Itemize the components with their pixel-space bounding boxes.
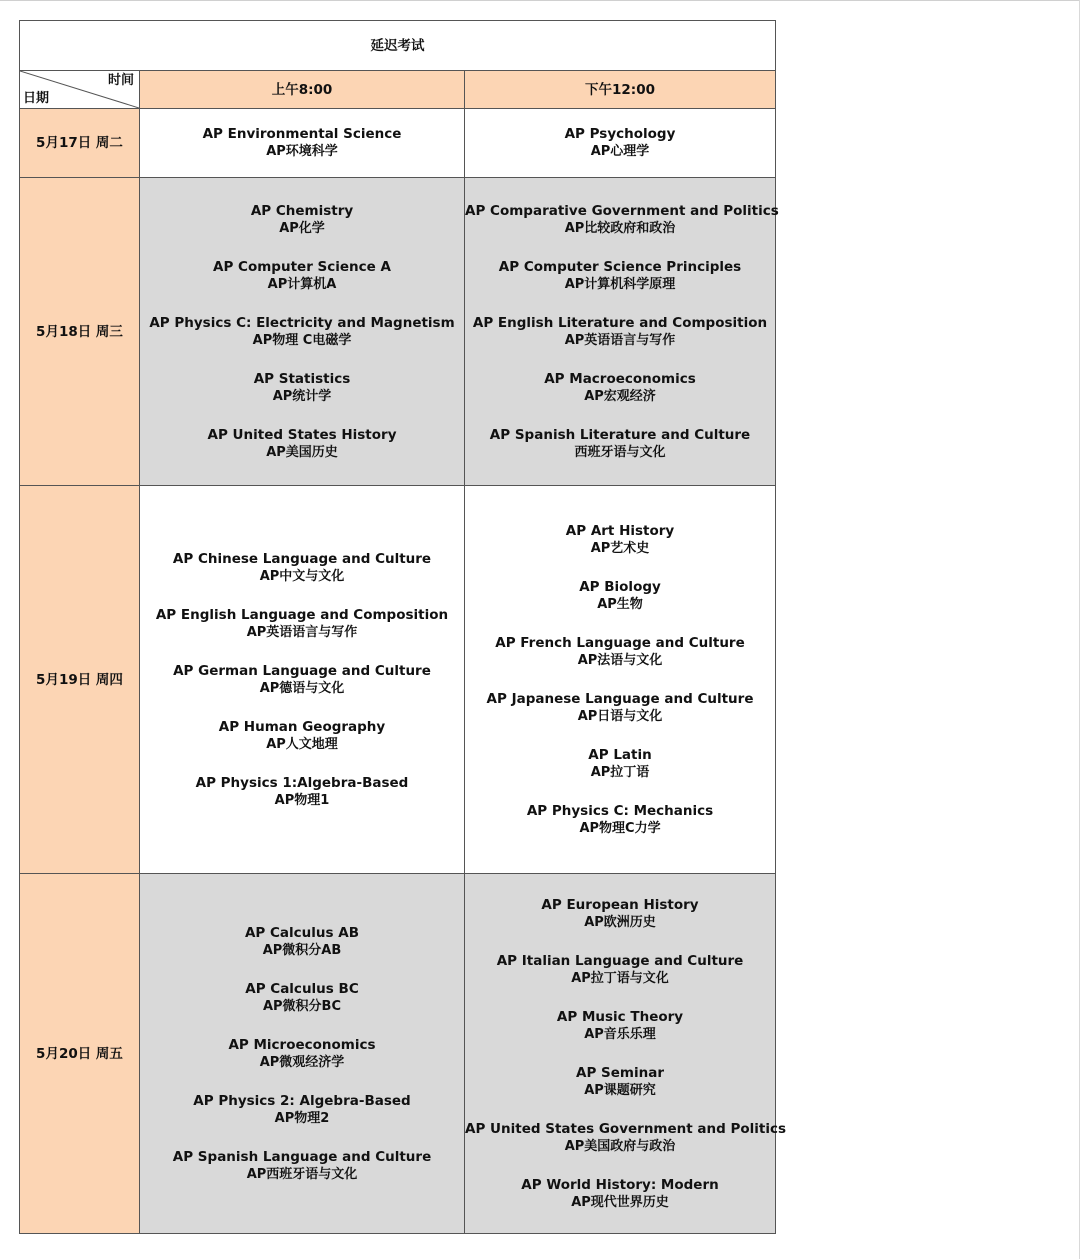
course-name-en: AP United States History: [207, 426, 397, 443]
course-item: [465, 690, 775, 726]
course-name-zh: AP人文地理: [266, 736, 338, 752]
course-name-zh: AP统计学: [272, 388, 332, 404]
course-name-zh: AP物理1: [274, 792, 330, 808]
course-name-zh: AP心理学: [590, 144, 650, 159]
course-item: [465, 802, 775, 838]
course-name-en: AP Physics C: Electricity and Magnetism: [149, 314, 455, 331]
course-name-en: AP Music Theory: [556, 1008, 684, 1025]
course-name-zh: AP音乐乐理: [584, 1026, 656, 1042]
corner-time-label: 时间: [107, 73, 134, 88]
course-name-zh: AP西班牙语与文化: [246, 1166, 358, 1182]
course-name-zh: AP中文与文化: [259, 568, 345, 584]
course-name-en: AP United States Government and Politics: [465, 1120, 787, 1137]
course-name-zh: AP生物: [597, 596, 643, 612]
course-name-en: AP Physics 2: Algebra-Based: [193, 1092, 411, 1109]
day-date: 5月18日 周三: [20, 178, 140, 486]
course-name-zh: AP物理2: [274, 1110, 330, 1126]
course-name-en: AP Latin: [588, 746, 652, 763]
course-name-en: AP Japanese Language and Culture: [486, 690, 754, 707]
course-name-zh: AP法语与文化: [577, 652, 663, 668]
course-name-zh: AP欧洲历史: [584, 914, 656, 930]
pm-courses-cell: [465, 109, 776, 178]
course-item: [140, 202, 464, 238]
course-item: [140, 314, 464, 350]
course-name-zh: AP英语语言与写作: [564, 332, 676, 348]
course-name-en: AP Human Geography: [218, 718, 386, 735]
course-item: [465, 125, 775, 161]
course-name-en: AP German Language and Culture: [173, 662, 431, 679]
course-name-zh: AP德语与文化: [259, 680, 345, 696]
course-name-en: AP European History: [541, 896, 699, 913]
course-name-zh: 西班牙语与文化: [574, 444, 666, 460]
am-courses-cell: [140, 109, 465, 178]
am-courses-cell: [140, 486, 465, 874]
course-item: [140, 1036, 464, 1072]
course-item: [465, 522, 775, 558]
pm-courses-cell: [465, 486, 776, 874]
course-name-en: AP French Language and Culture: [495, 634, 745, 651]
course-name-zh: AP现代世界历史: [571, 1194, 669, 1210]
corner-header: [20, 71, 140, 109]
day-row: [20, 178, 776, 486]
course-name-en: AP Calculus AB: [244, 924, 359, 941]
am-courses-cell: [140, 874, 465, 1234]
day-date: 5月20日 周五: [20, 874, 140, 1234]
course-name-en: AP Psychology: [564, 126, 676, 142]
course-name-en: AP Computer Science A: [213, 258, 391, 275]
course-name-zh: AP美国政府与政治: [564, 1138, 676, 1154]
page-edge-top: [0, 0, 1080, 1]
course-item: [140, 774, 464, 810]
course-name-en: AP Computer Science Principles: [498, 258, 742, 275]
course-name-zh: AP艺术史: [590, 540, 650, 556]
course-name-en: AP Spanish Language and Culture: [172, 1148, 432, 1165]
course-item: [465, 896, 775, 932]
corner-date-label: 日期: [23, 91, 50, 106]
course-name-zh: AP拉丁语: [590, 764, 650, 780]
course-name-en: AP Statistics: [253, 370, 351, 387]
course-name-zh: AP拉丁语与文化: [571, 970, 669, 986]
course-name-en: AP English Literature and Composition: [472, 314, 768, 331]
course-name-zh: AP美国历史: [266, 444, 338, 460]
course-item: [140, 125, 464, 161]
course-name-en: AP Physics 1:Algebra-Based: [195, 774, 409, 791]
course-name-en: AP Macroeconomics: [544, 370, 696, 387]
pm-courses-cell: [465, 874, 787, 1234]
course-name-zh: AP微积分BC: [262, 998, 342, 1014]
course-name-en: AP Biology: [579, 578, 661, 595]
course-item: [465, 1120, 787, 1156]
course-item: [465, 370, 775, 406]
course-name-zh: AP物理C力学: [579, 820, 661, 836]
exam-schedule-table: [19, 20, 787, 1234]
course-item: [140, 718, 464, 754]
am-courses-cell: [140, 178, 465, 486]
header-row: [20, 71, 776, 109]
course-item: [465, 426, 775, 462]
course-name-en: AP Spanish Literature and Culture: [489, 426, 751, 443]
course-item: [140, 662, 464, 698]
course-name-en: AP Chinese Language and Culture: [172, 550, 432, 567]
day-date: 5月17日 周二: [20, 109, 140, 178]
course-name-zh: AP计算机科学原理: [564, 276, 676, 292]
course-name-zh: AP物理 C电磁学: [252, 332, 352, 348]
course-name-en: AP Microeconomics: [228, 1036, 376, 1053]
course-item: [140, 606, 464, 642]
day-row: [20, 109, 776, 178]
course-name-zh: AP日语与文化: [577, 708, 663, 724]
course-item: [140, 426, 464, 462]
day-row: [20, 486, 776, 874]
course-name-en: AP Environmental Science: [202, 126, 402, 142]
course-name-en: AP Art History: [565, 522, 675, 539]
course-name-en: AP Calculus BC: [245, 980, 359, 997]
course-name-zh: AP计算机A: [267, 276, 337, 292]
course-name-en: AP World History: Modern: [521, 1176, 719, 1193]
course-item: [465, 578, 775, 614]
title-row: [20, 21, 776, 71]
course-item: [140, 1148, 464, 1184]
course-item: [465, 1176, 775, 1212]
course-name-zh: AP比较政府和政治: [564, 220, 676, 236]
course-name-en: AP Physics C: Mechanics: [526, 802, 714, 819]
course-item: [465, 1008, 775, 1044]
course-item: [465, 314, 775, 350]
course-item: [465, 1064, 775, 1100]
course-item: [140, 924, 464, 960]
course-item: [140, 1092, 464, 1128]
day-date: 5月19日 周四: [20, 486, 140, 874]
course-item: [140, 258, 464, 294]
course-item: [465, 746, 775, 782]
course-item: [465, 258, 775, 294]
course-name-en: AP Seminar: [576, 1064, 664, 1081]
day-row: [20, 874, 776, 1234]
course-item: [465, 634, 775, 670]
course-name-zh: AP宏观经济: [584, 388, 656, 404]
course-name-zh: AP微观经济学: [259, 1054, 345, 1070]
course-item: [140, 370, 464, 406]
course-item: [465, 202, 779, 238]
course-item: [140, 980, 464, 1016]
course-name-en: AP English Language and Composition: [155, 606, 449, 623]
course-item: [465, 952, 775, 988]
course-name-en: AP Comparative Government and Politics: [465, 202, 779, 219]
course-name-zh: AP英语语言与写作: [246, 624, 358, 640]
pm-courses-cell: [465, 178, 779, 486]
course-name-zh: AP化学: [279, 220, 325, 236]
session-am-header: 上午8:00: [140, 71, 465, 109]
course-name-en: AP Italian Language and Culture: [496, 952, 744, 969]
session-pm-header: 下午12:00: [465, 71, 776, 109]
course-name-zh: AP环境科学: [266, 144, 338, 159]
table-title: 延迟考试: [20, 21, 776, 71]
course-name-zh: AP微积分AB: [262, 942, 342, 958]
course-item: [140, 550, 464, 586]
course-name-zh: AP课题研究: [584, 1082, 656, 1098]
course-name-en: AP Chemistry: [250, 202, 354, 219]
